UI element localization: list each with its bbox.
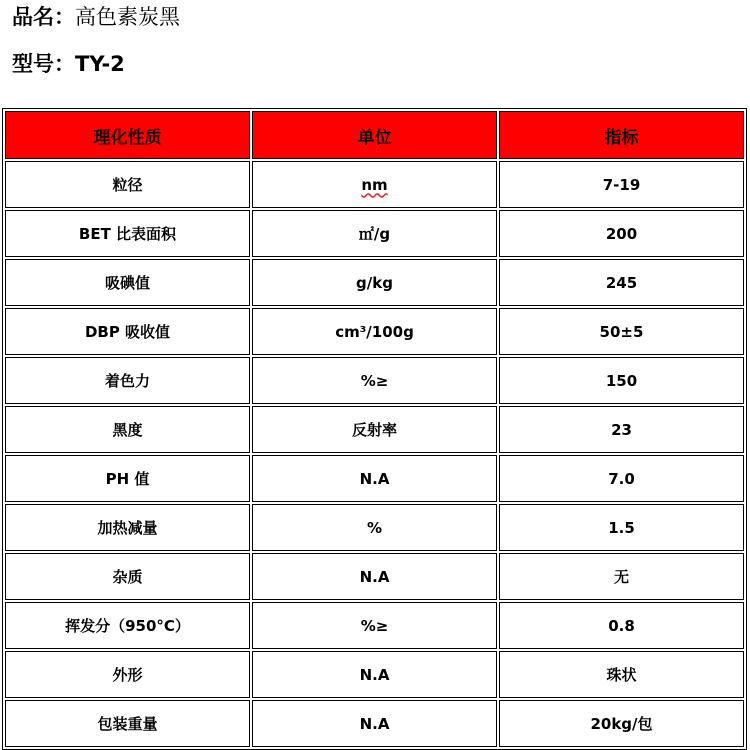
cell-property: 挥发分（950°C）: [5, 602, 250, 649]
cell-value: 150: [499, 357, 744, 404]
table-row: [5, 210, 744, 257]
cell-property: PH 值: [5, 455, 250, 502]
cell-value: 1.5: [499, 504, 744, 551]
cell-unit: [252, 161, 497, 208]
table-row: [5, 357, 744, 404]
cell-value: 50±5: [499, 308, 744, 355]
column-header-property: 理化性质: [5, 111, 250, 159]
table-row: [5, 504, 744, 551]
cell-property: 杂质: [5, 553, 250, 600]
cell-unit: N.A: [252, 455, 497, 502]
table-row: [5, 308, 744, 355]
cell-value: 245: [499, 259, 744, 306]
cell-unit: cm³/100g: [252, 308, 497, 355]
table-row: [5, 406, 744, 453]
table-row: [5, 161, 744, 208]
product-name-line: [12, 3, 180, 31]
cell-value: 无: [499, 553, 744, 600]
model-value: TY-2: [75, 52, 125, 76]
product-name-value: 高色素炭黑: [75, 5, 180, 29]
cell-value: 200: [499, 210, 744, 257]
spec-table: [2, 108, 747, 750]
unit-text: nm: [361, 175, 388, 194]
cell-unit: g/kg: [252, 259, 497, 306]
product-name-label: 品名：: [12, 5, 75, 29]
cell-unit: N.A: [252, 553, 497, 600]
cell-unit: %≥: [252, 602, 497, 649]
table-row: [5, 651, 744, 698]
column-header-unit: 单位: [252, 111, 497, 159]
cell-property: DBP 吸收值: [5, 308, 250, 355]
column-header-value: 指标: [499, 111, 744, 159]
cell-value: 0.8: [499, 602, 744, 649]
cell-value: 20kg/包: [499, 700, 744, 747]
cell-unit: 反射率: [252, 406, 497, 453]
model-line: [12, 50, 125, 78]
table-row: [5, 553, 744, 600]
cell-property: 粒径: [5, 161, 250, 208]
cell-property: BET 比表面积: [5, 210, 250, 257]
cell-property: 吸碘值: [5, 259, 250, 306]
cell-property: 包装重量: [5, 700, 250, 747]
cell-property: 外形: [5, 651, 250, 698]
cell-value: 7-19: [499, 161, 744, 208]
table-row: [5, 602, 744, 649]
cell-property: 加热减量: [5, 504, 250, 551]
cell-unit: N.A: [252, 700, 497, 747]
table-header-row: [5, 111, 744, 159]
cell-unit: %≥: [252, 357, 497, 404]
cell-property: 着色力: [5, 357, 250, 404]
cell-value: 珠状: [499, 651, 744, 698]
table-row: [5, 455, 744, 502]
cell-unit: N.A: [252, 651, 497, 698]
cell-property: 黑度: [5, 406, 250, 453]
cell-value: 23: [499, 406, 744, 453]
model-label: 型号：: [12, 52, 75, 76]
table-row: [5, 259, 744, 306]
table-row: [5, 700, 744, 747]
cell-value: 7.0: [499, 455, 744, 502]
cell-unit: ㎡/g: [252, 210, 497, 257]
cell-unit: %: [252, 504, 497, 551]
